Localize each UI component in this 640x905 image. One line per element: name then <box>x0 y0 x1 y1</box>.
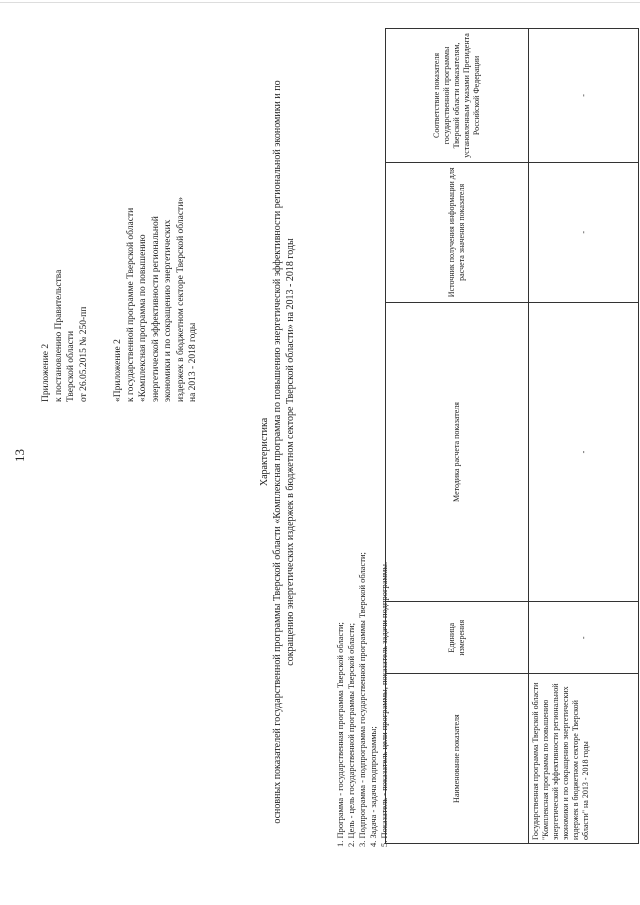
appendix-quote-line: «Комплексная программа по повышению <box>138 234 148 402</box>
cell-source: - <box>529 162 639 302</box>
indicators-table <box>385 28 639 844</box>
page-number: 13 <box>12 449 27 462</box>
appendix-block <box>40 42 90 402</box>
document-title <box>258 2 297 902</box>
appendix-quote-line: издержек в бюджетном секторе Тверской области» <box>175 196 186 402</box>
cell-compliance: - <box>529 29 639 163</box>
appendix-quote-line: «Приложение 2 <box>113 339 123 402</box>
note-item: 3. Подпрограмма - подпрограмма государственной программы Тверской области; <box>357 552 367 847</box>
appendix-line: Приложение 2 <box>41 343 51 402</box>
table-row <box>529 29 639 844</box>
notes-list <box>335 552 390 847</box>
header-source: Источник получения информации для расчета значения показателя <box>386 162 529 302</box>
title-line: основных показателей государственной программы Тверской области «Комплексная программа по повышению энергетической эффективности региональной экономики и по <box>272 80 283 824</box>
appendix-quote-line: энергетической эффективности региональной <box>150 216 161 402</box>
appendix-line: Тверской области <box>66 330 76 402</box>
note-item: 5. Показатель - показатель цели программы, показатель задачи подпрограммы. <box>379 561 389 847</box>
rotated-page <box>0 2 640 902</box>
cell-method: - <box>529 302 639 602</box>
header-method: Методика расчета показателя <box>386 302 529 602</box>
header-compliance: Соответствие показателя государственной программы Тверской области показателям, установленным указами Президента Российской Федерации <box>386 29 529 163</box>
appendix-line: от 26.05.2015 № 250-пп <box>78 306 89 402</box>
title-heading: Характеристика <box>259 417 270 487</box>
note-item: 1. Программа - государственная программа Тверской области; <box>335 622 345 847</box>
appendix-quote-line: экономики и по сокращению энергетических <box>163 219 173 402</box>
table-header-row <box>386 29 529 844</box>
appendix-quote-line: к государственной программе Тверской области <box>125 207 136 402</box>
header-indicator-name: Наименование показателя <box>386 674 529 844</box>
title-line: сокращению энергетических издержек в бюджетном секторе Тверской области» на 2013 - 2018 годы <box>285 238 296 666</box>
scan-edge-line <box>0 2 640 3</box>
appendix-line: к постановлению Правительства <box>53 269 64 402</box>
header-unit: Единица измерения <box>386 602 529 674</box>
note-item: 2. Цель - цель государственной программы Тверской области; <box>346 623 356 847</box>
appendix-quote-block <box>112 42 200 402</box>
note-item: 4. Задача - задача подпрограммы; <box>368 726 378 847</box>
cell-unit: - <box>529 602 639 674</box>
cell-indicator-name: Государственная программа Тверской области "Комплексная программа по повышению энергетической эффективности региональной экономики и по сокращению энергетических издержек в бюджетном секторе Тверской области" на 2013 - 2018 годы <box>529 674 639 844</box>
appendix-quote-line: на 2013 - 2018 годы <box>188 322 198 402</box>
